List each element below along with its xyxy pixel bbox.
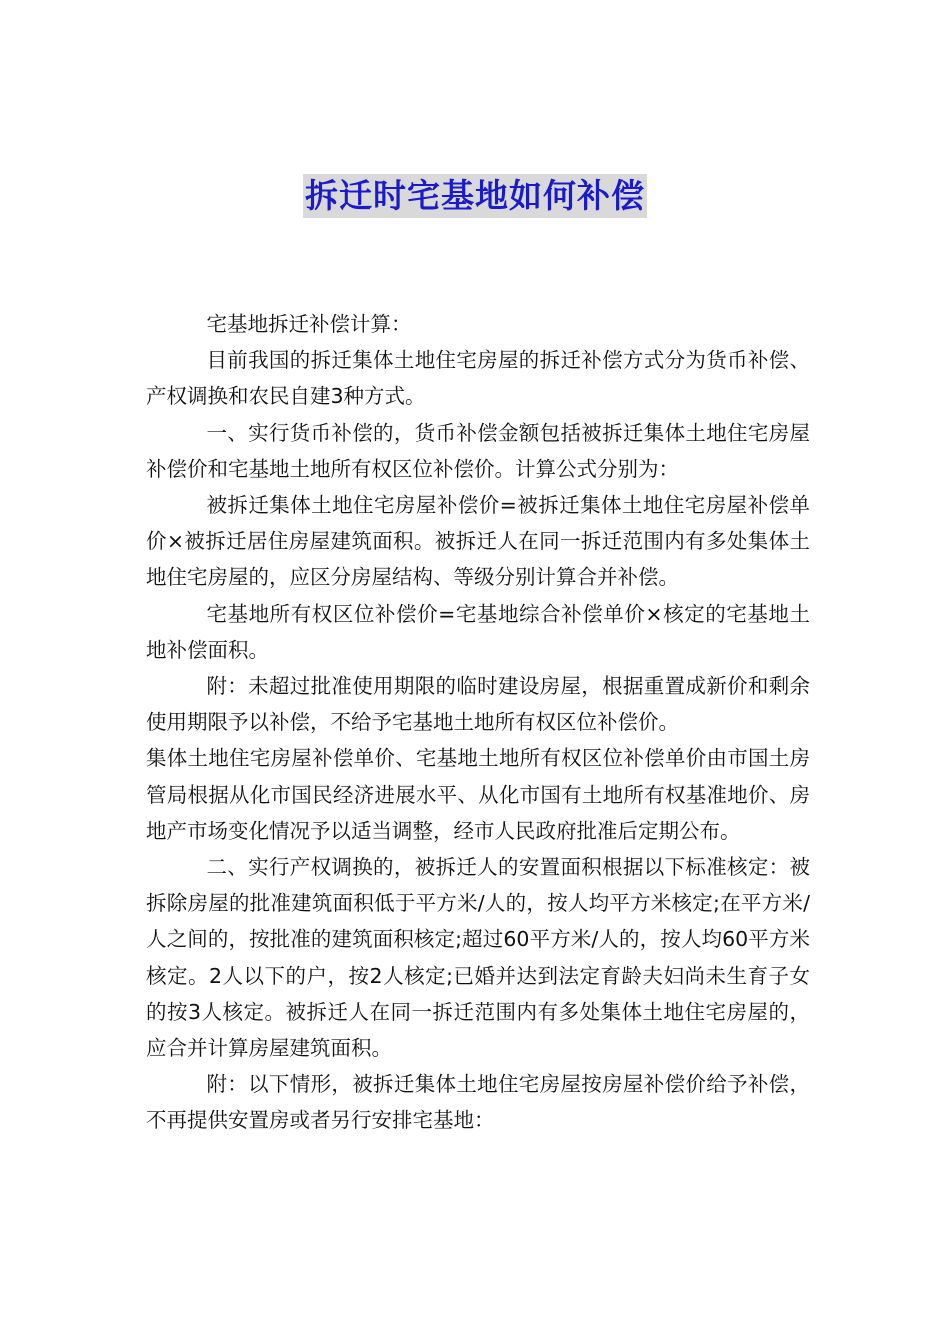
document-title: 拆迁时宅基地如何补偿 bbox=[303, 174, 647, 218]
title-container bbox=[0, 174, 950, 218]
paragraph-unit-price: 集体土地住宅房屋补偿单价、宅基地土地所有权区位补偿单价由市国土房管局根据从化市国民经济进展水平、从化市国有土地所有权基准地价、房地产市场变化情况予以适当调整，经市人民政府批准后定期公布。 bbox=[146, 746, 810, 843]
paragraph-intro: 目前我国的拆迁集体土地住宅房屋的拆迁补偿方式分为货币补偿、产权调换和农民自建3种方式。 bbox=[146, 348, 810, 409]
paragraph-land-formula: 宅基地所有权区位补偿价=宅基地综合补偿单价×核定的宅基地土地补偿面积。 bbox=[146, 601, 810, 662]
paragraph-monetary: 一、实行货币补偿的，货币补偿金额包括被拆迁集体土地住宅房屋补偿价和宅基地土地所有权区位补偿价。计算公式分别为： bbox=[146, 420, 810, 481]
paragraph-exceptions: 附：以下情形，被拆迁集体土地住宅房屋按房屋补偿价给予补偿，不再提供安置房或者另行安排宅基地： bbox=[146, 1072, 810, 1133]
paragraph-property-exchange: 二、实行产权调换的，被拆迁人的安置面积根据以下标准核定：被拆除房屋的批准建筑面积低于平方米/人的，按人均平方米核定;在平方米/人之间的，按批准的建筑面积核定;超过60平方米/人的，按人均60平方米核定。2人以下的户，按2人核定;已婚并达到法定育龄夫妇尚未生育子女的按3人核定。被拆迁人在同一拆迁范围内有多处集体土地住宅房屋的，应合并计算房屋建筑面积。 bbox=[146, 855, 810, 1061]
document-body bbox=[146, 306, 810, 1139]
paragraph-temporary-note: 附：未超过批准使用期限的临时建设房屋，根据重置成新价和剩余使用期限予以补偿，不给予宅基地土地所有权区位补偿价。 bbox=[146, 674, 810, 735]
paragraph-heading: 宅基地拆迁补偿计算： bbox=[206, 312, 412, 336]
paragraph-house-formula: 被拆迁集体土地住宅房屋补偿价=被拆迁集体土地住宅房屋补偿单价×被拆迁居住房屋建筑面积。被拆迁人在同一拆迁范围内有多处集体土地住宅房屋的，应区分房屋结构、等级分别计算合并补偿。 bbox=[146, 493, 810, 590]
